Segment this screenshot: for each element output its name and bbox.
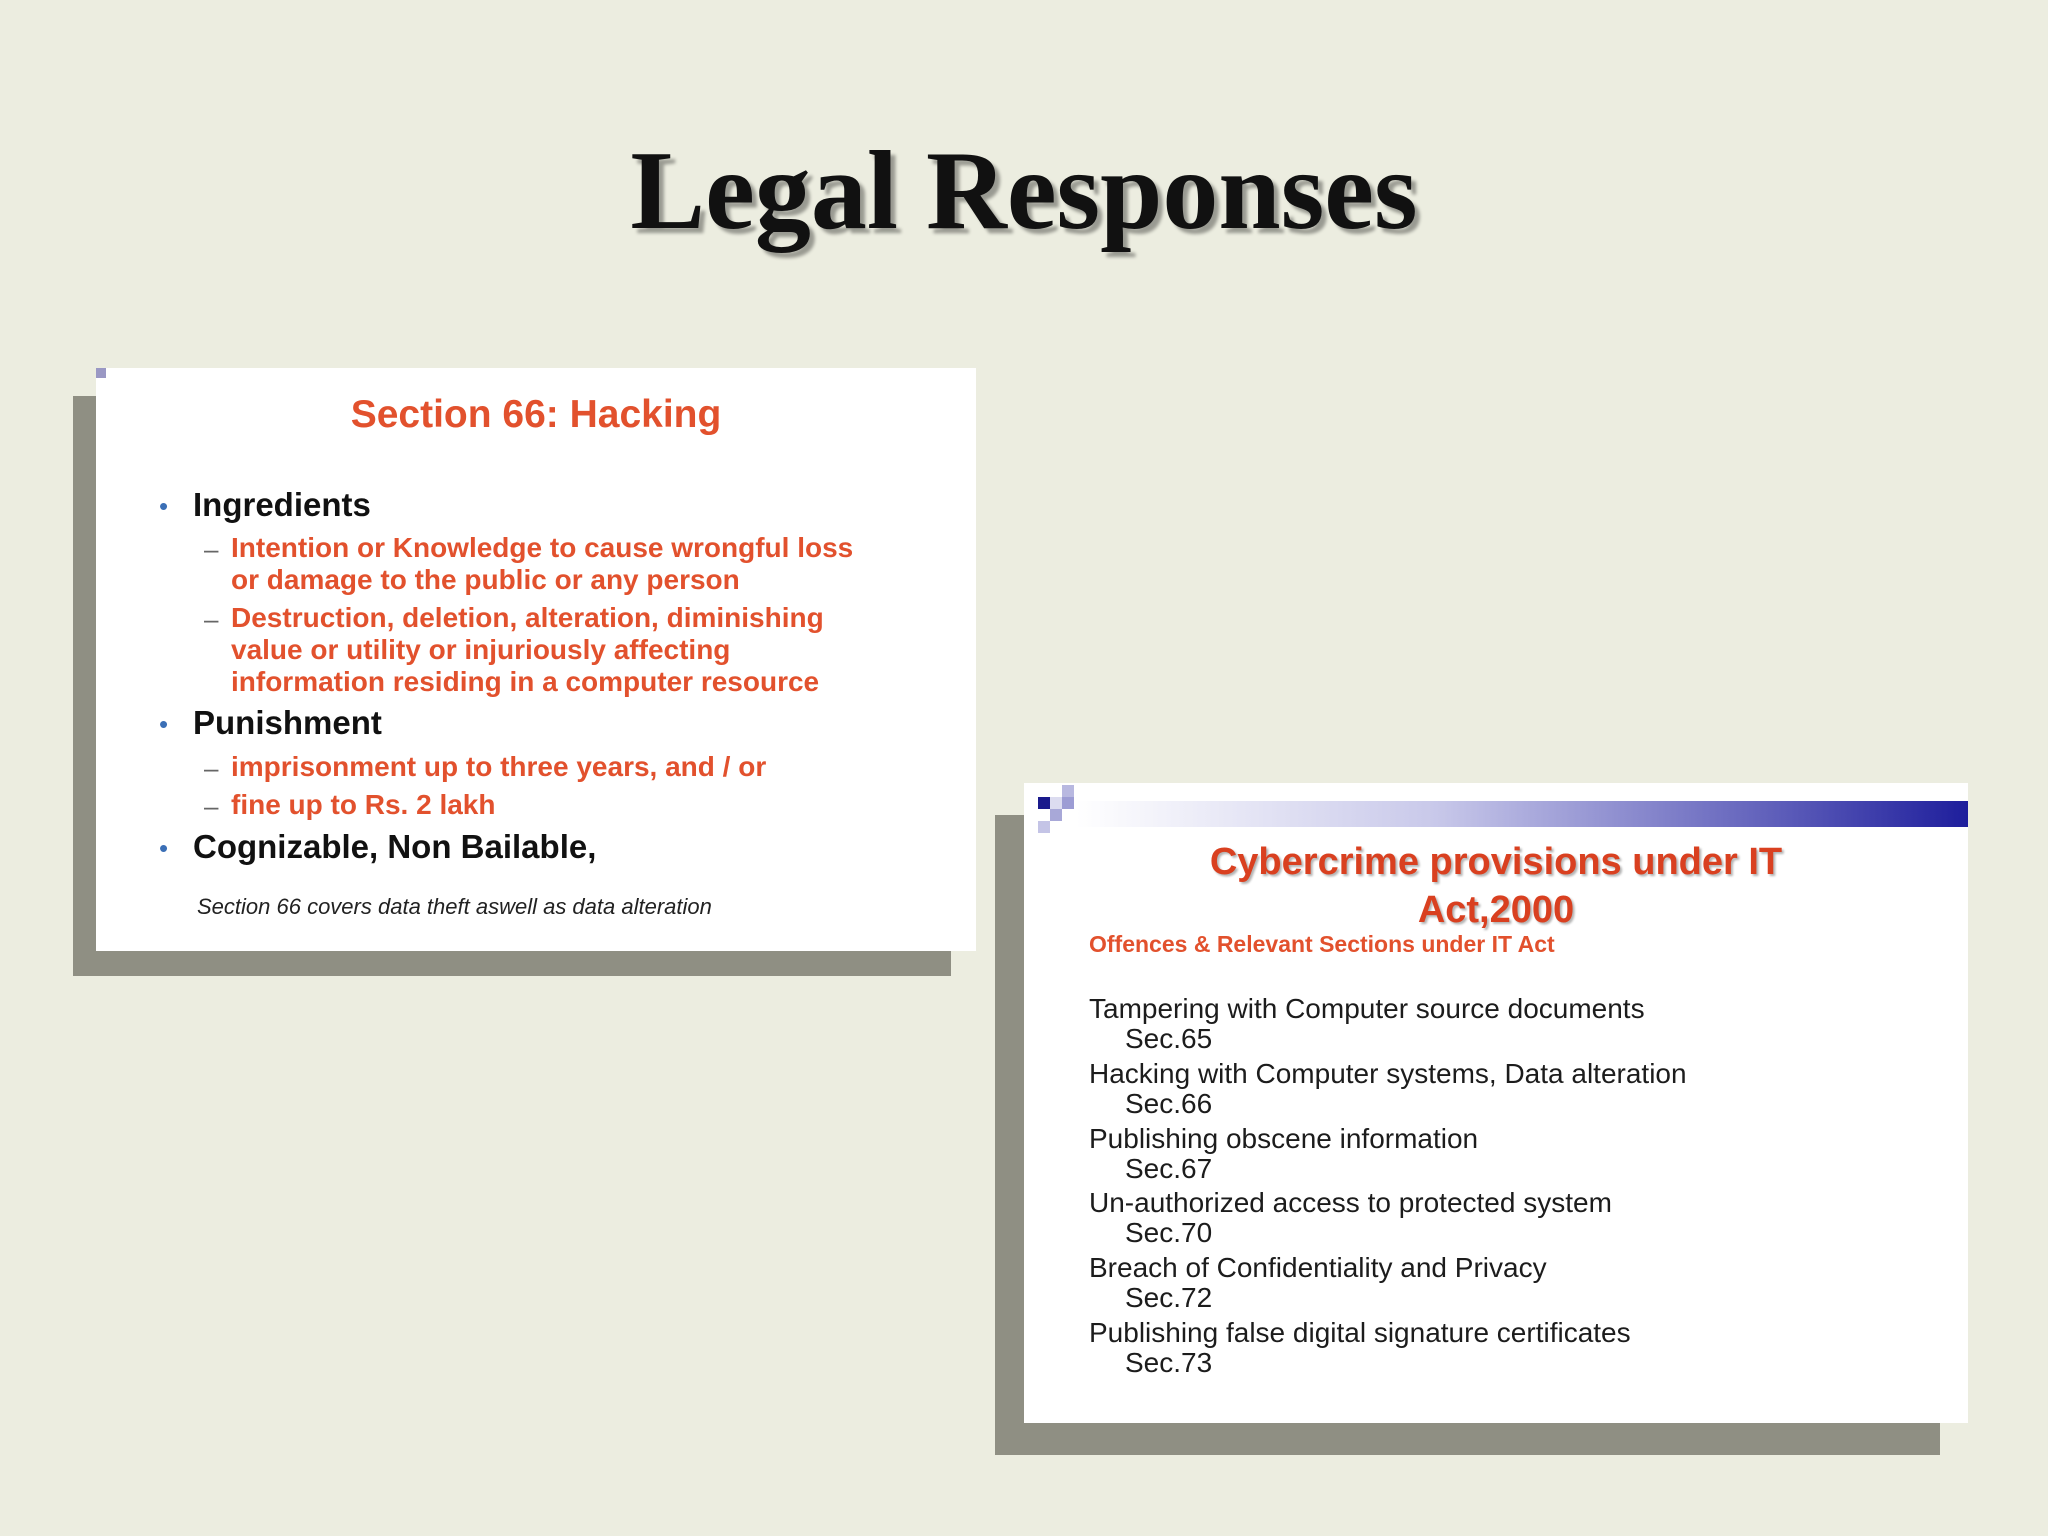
offence-item [1089,1124,1478,1184]
cognizable-label: Cognizable, Non Bailable, [193,828,597,865]
offence-name: Breach of Confidentiality and Privacy [1089,1252,1547,1283]
offence-name: Tampering with Computer source documents [1089,993,1645,1024]
bullet-punishment [159,709,168,740]
offence-item [1089,994,1645,1054]
corner-mark [96,368,106,378]
ingredient-2 [231,602,824,698]
ingredient-1-line-2: or damage to the public or any person [231,564,740,595]
section-66-note: Section 66 covers data theft aswell as data alteration [197,894,712,919]
section-66-card [96,368,976,951]
bullet-dot-icon: • [159,491,169,521]
bullet-ingredients [159,491,168,522]
offence-item [1089,1188,1612,1248]
offence-item [1089,1253,1547,1313]
cybercrime-provisions-card [1024,783,1968,1423]
offence-name: Hacking with Computer systems, Data alteration [1089,1058,1687,1089]
ingredient-2-line-1: Destruction, deletion, alteration, diminishing [231,602,824,633]
offence-item [1089,1059,1687,1119]
ingredients-label: Ingredients [193,486,371,523]
ingredient-2-line-2: value or utility or injuriously affecting [231,634,731,665]
offence-section: Sec.73 [1125,1347,1213,1378]
offence-name: Publishing obscene information [1089,1123,1479,1154]
punishment-2: fine up to Rs. 2 lakh [231,789,496,820]
section-66-heading: Section 66: Hacking [350,393,722,436]
ingredient-1 [231,532,853,596]
bullet-dot-icon: • [159,709,169,739]
punishment-1: imprisonment up to three years, and / or [231,751,767,782]
offence-section: Sec.72 [1125,1282,1213,1313]
slide-title: Legal Responses [630,129,1418,253]
cybercrime-heading-line-1: Cybercrime provisions under IT [1209,841,1783,883]
dash-icon: – [204,534,219,564]
offence-section: Sec.66 [1125,1088,1213,1119]
cybercrime-heading [1024,838,1968,934]
offences-subheading: Offences & Relevant Sections under IT Act [1089,931,1555,957]
dash-icon: – [204,753,219,783]
punishment-label: Punishment [193,704,382,741]
header-gradient-bar [1076,801,1968,827]
offence-section: Sec.70 [1125,1217,1213,1248]
bullet-dot-icon: • [159,833,169,863]
bullet-cognizable [159,833,168,864]
offence-name: Publishing false digital signature certificates [1089,1317,1631,1348]
ingredient-1-line-1: Intention or Knowledge to cause wrongful loss [231,532,854,563]
offence-section: Sec.65 [1125,1023,1213,1054]
dash-icon: – [204,791,219,821]
dash-icon: – [204,604,219,634]
ingredient-2-line-3: information residing in a computer resource [231,666,820,697]
offence-name: Un-authorized access to protected system [1089,1187,1612,1218]
cybercrime-heading-line-2: Act,2000 [1417,889,1575,931]
offence-item [1089,1318,1631,1378]
offence-section: Sec.67 [1125,1153,1213,1184]
